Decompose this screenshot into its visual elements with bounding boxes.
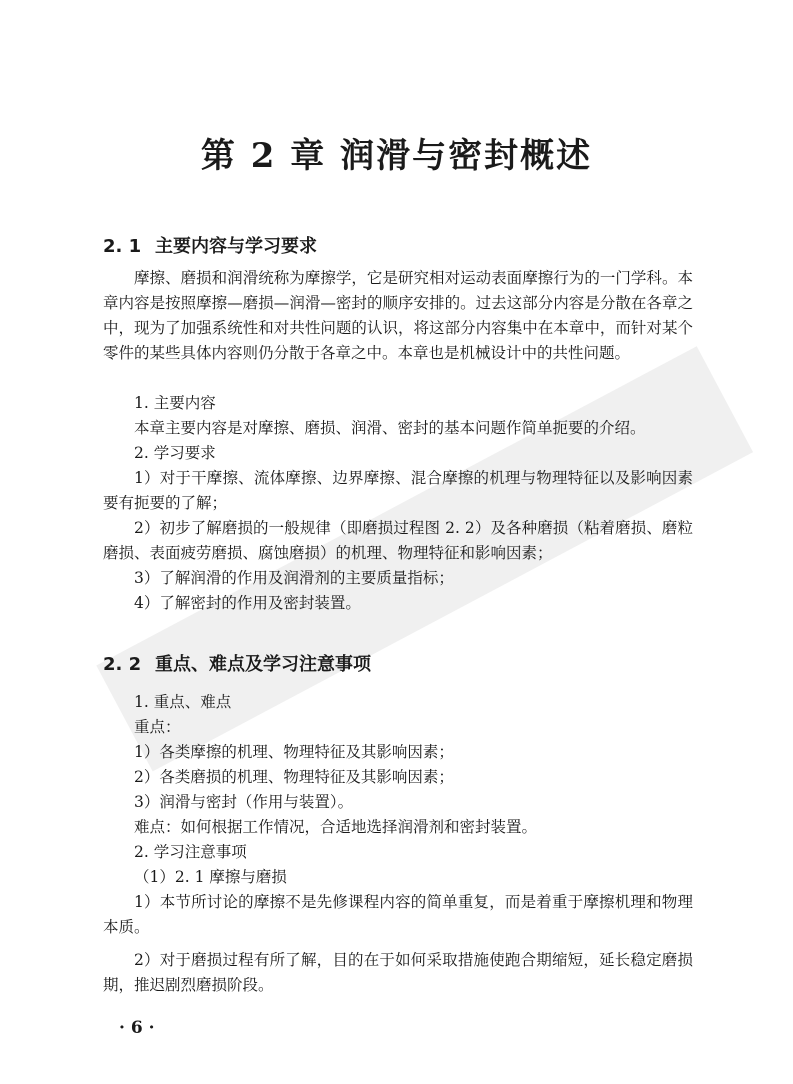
item-notes: 2. 学习注意事项 <box>134 843 247 861</box>
note-1: 1）本节所讨论的摩擦不是先修课程内容的简单重复，而是着重于摩擦机理和物理本质。 <box>103 893 693 936</box>
key-label: 重点： <box>134 718 181 736</box>
requirement-3: 3）了解润滑的作用及润滑剂的主要质量指标； <box>134 569 454 587</box>
section-number: 2. 2 <box>103 654 142 675</box>
intro-paragraph: 摩擦、磨损和润滑统称为摩擦学，它是研究相对运动表面摩擦行为的一门学科。本章内容是按照摩擦—磨损—润滑—密封的顺序安排的。过去这部分内容是分散在各章之中，现为了加强系统性和对共性问题的认识，将这部分内容集中在本章中，而针对某个零件的某些具体内容则仍分散于各章之中。本章也是机械设计中的共性问题。 <box>103 269 693 362</box>
key-point-3: 3）润滑与密封（作用与装置）。 <box>134 793 354 811</box>
section-heading-2-1 <box>103 232 317 258</box>
key-point-1: 1）各类摩擦的机理、物理特征及其影响因素； <box>134 743 454 761</box>
key-point-2: 2）各类磨损的机理、物理特征及其影响因素； <box>134 768 454 786</box>
section-heading-2-2 <box>103 650 371 676</box>
requirement-1: 1）对于干摩擦、流体摩擦、边界摩擦、混合摩擦的机理与物理特征以及影响因素要有扼要的了解； <box>103 469 693 512</box>
section-title: 重点、难点及学习注意事项 <box>155 654 371 675</box>
page-number: · 6 · <box>119 1018 155 1038</box>
chapter-title: 第 2 章 润滑与密封概述 <box>200 136 593 176</box>
item-main-content: 1. 主要内容 <box>134 394 216 412</box>
requirement-2: 2）初步了解磨损的一般规律（即磨损过程图 2. 2）及各种磨损（粘着磨损、磨粒磨损、表面疲劳磨损、腐蚀磨损）的机理、物理特征和影响因素； <box>103 519 693 562</box>
section-title: 主要内容与学习要求 <box>155 236 317 257</box>
main-content-text: 本章主要内容是对摩擦、磨损、润滑、密封的基本问题作简单扼要的介绍。 <box>134 419 646 437</box>
note-2: 2）对于磨损过程有所了解，目的在于如何采取措施使跑合期缩短，延长稳定磨损期，推迟剧烈磨损阶段。 <box>103 951 693 994</box>
requirement-4: 4）了解密封的作用及密封装置。 <box>134 594 361 612</box>
item-requirements: 2. 学习要求 <box>134 444 216 462</box>
section-number: 2. 1 <box>103 236 142 257</box>
item-key-points: 1. 重点、难点 <box>134 693 232 711</box>
subsection-2-1: （1）2. 1 摩擦与磨损 <box>134 868 287 886</box>
difficulty-text: 难点：如何根据工作情况，合适地选择润滑剂和密封装置。 <box>134 818 538 836</box>
